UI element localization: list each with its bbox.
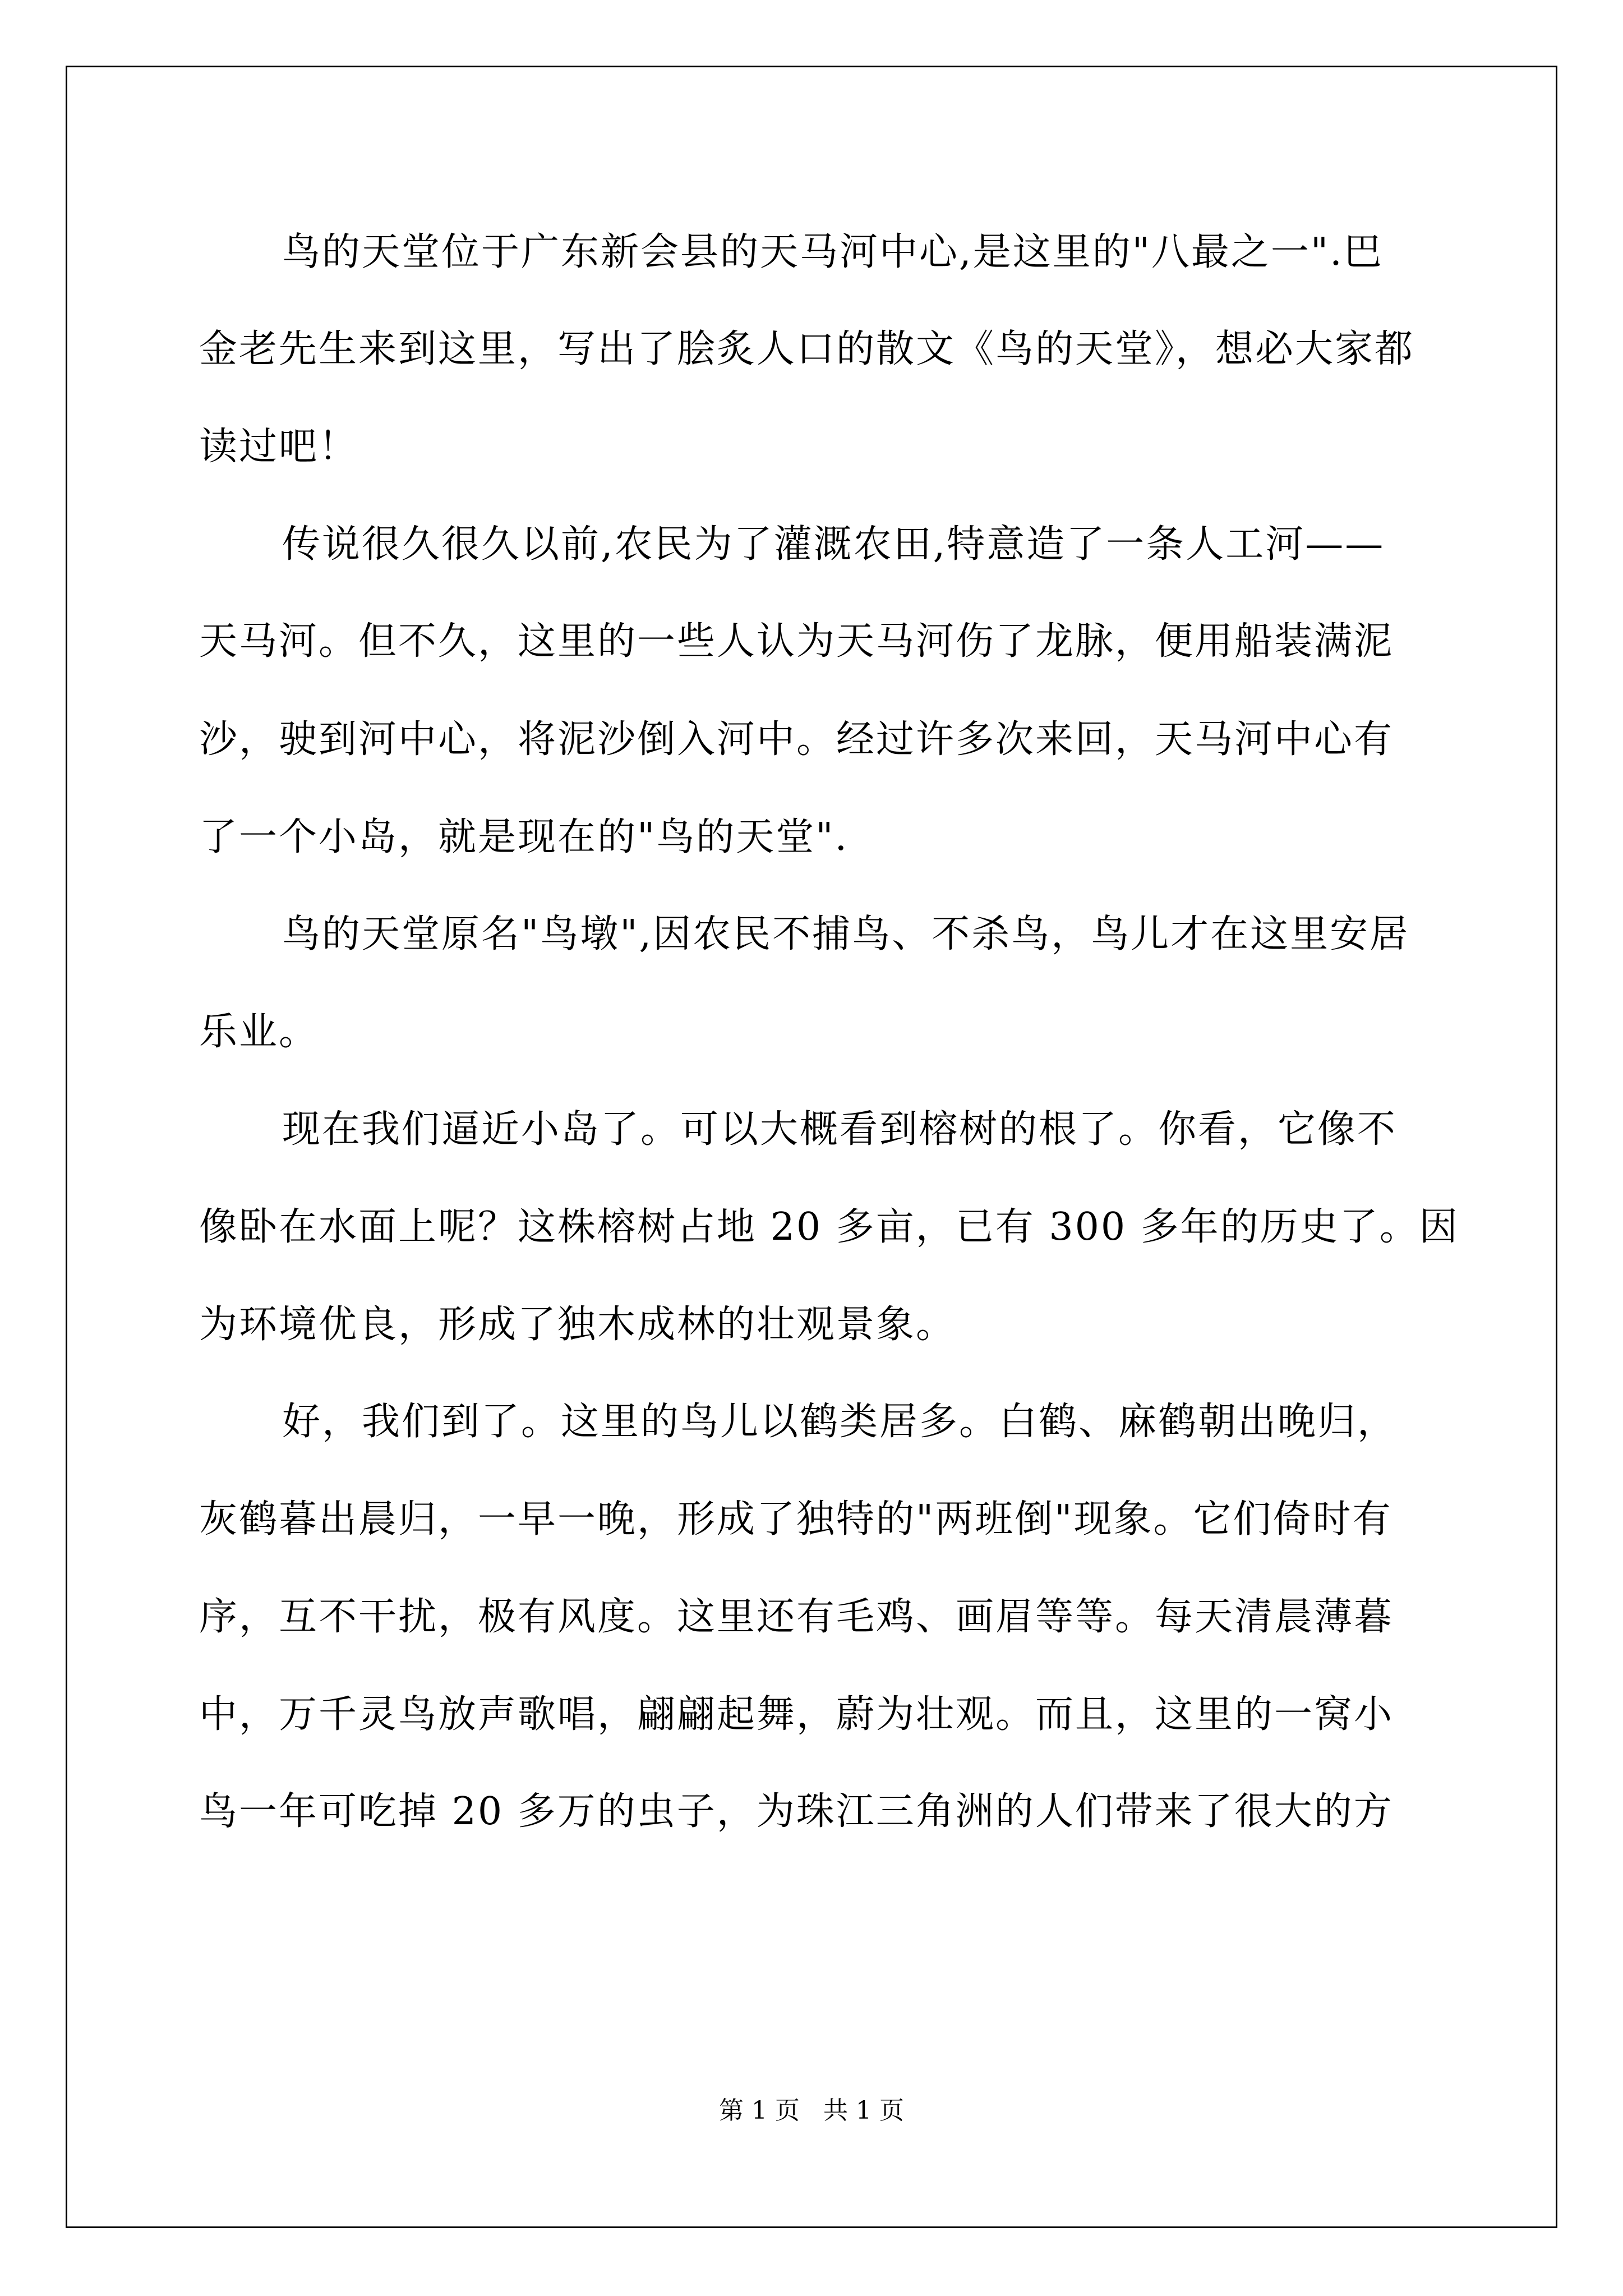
paragraph-4-line-2: 像卧在水面上呢？这株榕树占地 20 多亩，已有 300 多年的历史了。因 — [199, 1205, 1459, 1249]
paragraph-5-line-5: 鸟一年可吃掉 20 多万的虫子，为珠江三角洲的人们带来了很大的方 — [199, 1789, 1394, 1834]
paragraph-5-line-2: 灰鹤暮出晨归，一早一晚，形成了独特的"两班倒"现象。它们倚时有 — [199, 1497, 1393, 1542]
paragraph-2-line-4: 了一个小岛，就是现在的"鸟的天堂". — [199, 815, 849, 859]
paragraph-2-line-1: 传说很久很久以前,农民为了灌溉农田,特意造了一条人工河—— — [282, 522, 1385, 567]
paragraph-1-line-3: 读过吧！ — [199, 425, 359, 469]
paragraph-4-line-1: 现在我们逼近小岛了。可以大概看到榕树的根了。你看，它像不 — [282, 1107, 1398, 1152]
paragraph-1-line-1: 鸟的天堂位于广东新会县的天马河中心,是这里的"八最之一".巴 — [282, 230, 1384, 274]
paragraph-5-line-3: 序，互不干扰，极有风度。这里还有毛鸡、画眉等等。每天清晨薄暮 — [199, 1595, 1394, 1639]
paragraph-2-line-3: 沙，驶到河中心，将泥沙倒入河中。经过许多次来回，天马河中心有 — [199, 717, 1394, 762]
paragraph-5-line-1: 好，我们到了。这里的鸟儿以鹤类居多。白鹤、麻鹤朝出晚归， — [282, 1400, 1398, 1444]
paragraph-2-line-2: 天马河。但不久，这里的一些人认为天马河伤了龙脉，便用船装满泥 — [199, 619, 1394, 664]
page-number-footer: 第 1 页 共 1 页 — [719, 2096, 904, 2125]
paragraph-5-line-4: 中，万千灵鸟放声歌唱，翩翩起舞，蔚为壮观。而且，这里的一窝小 — [199, 1692, 1394, 1737]
paragraph-1-line-2: 金老先生来到这里，写出了脍炙人口的散文《鸟的天堂》，想必大家都 — [199, 327, 1415, 371]
paragraph-3-line-1: 鸟的天堂原名"鸟墩",因农民不捕鸟、不杀鸟，鸟儿才在这里安居 — [282, 912, 1410, 956]
paragraph-4-line-3: 为环境优良，形成了独木成林的壮观景象。 — [199, 1303, 956, 1347]
paragraph-3-line-2: 乐业。 — [199, 1010, 319, 1054]
